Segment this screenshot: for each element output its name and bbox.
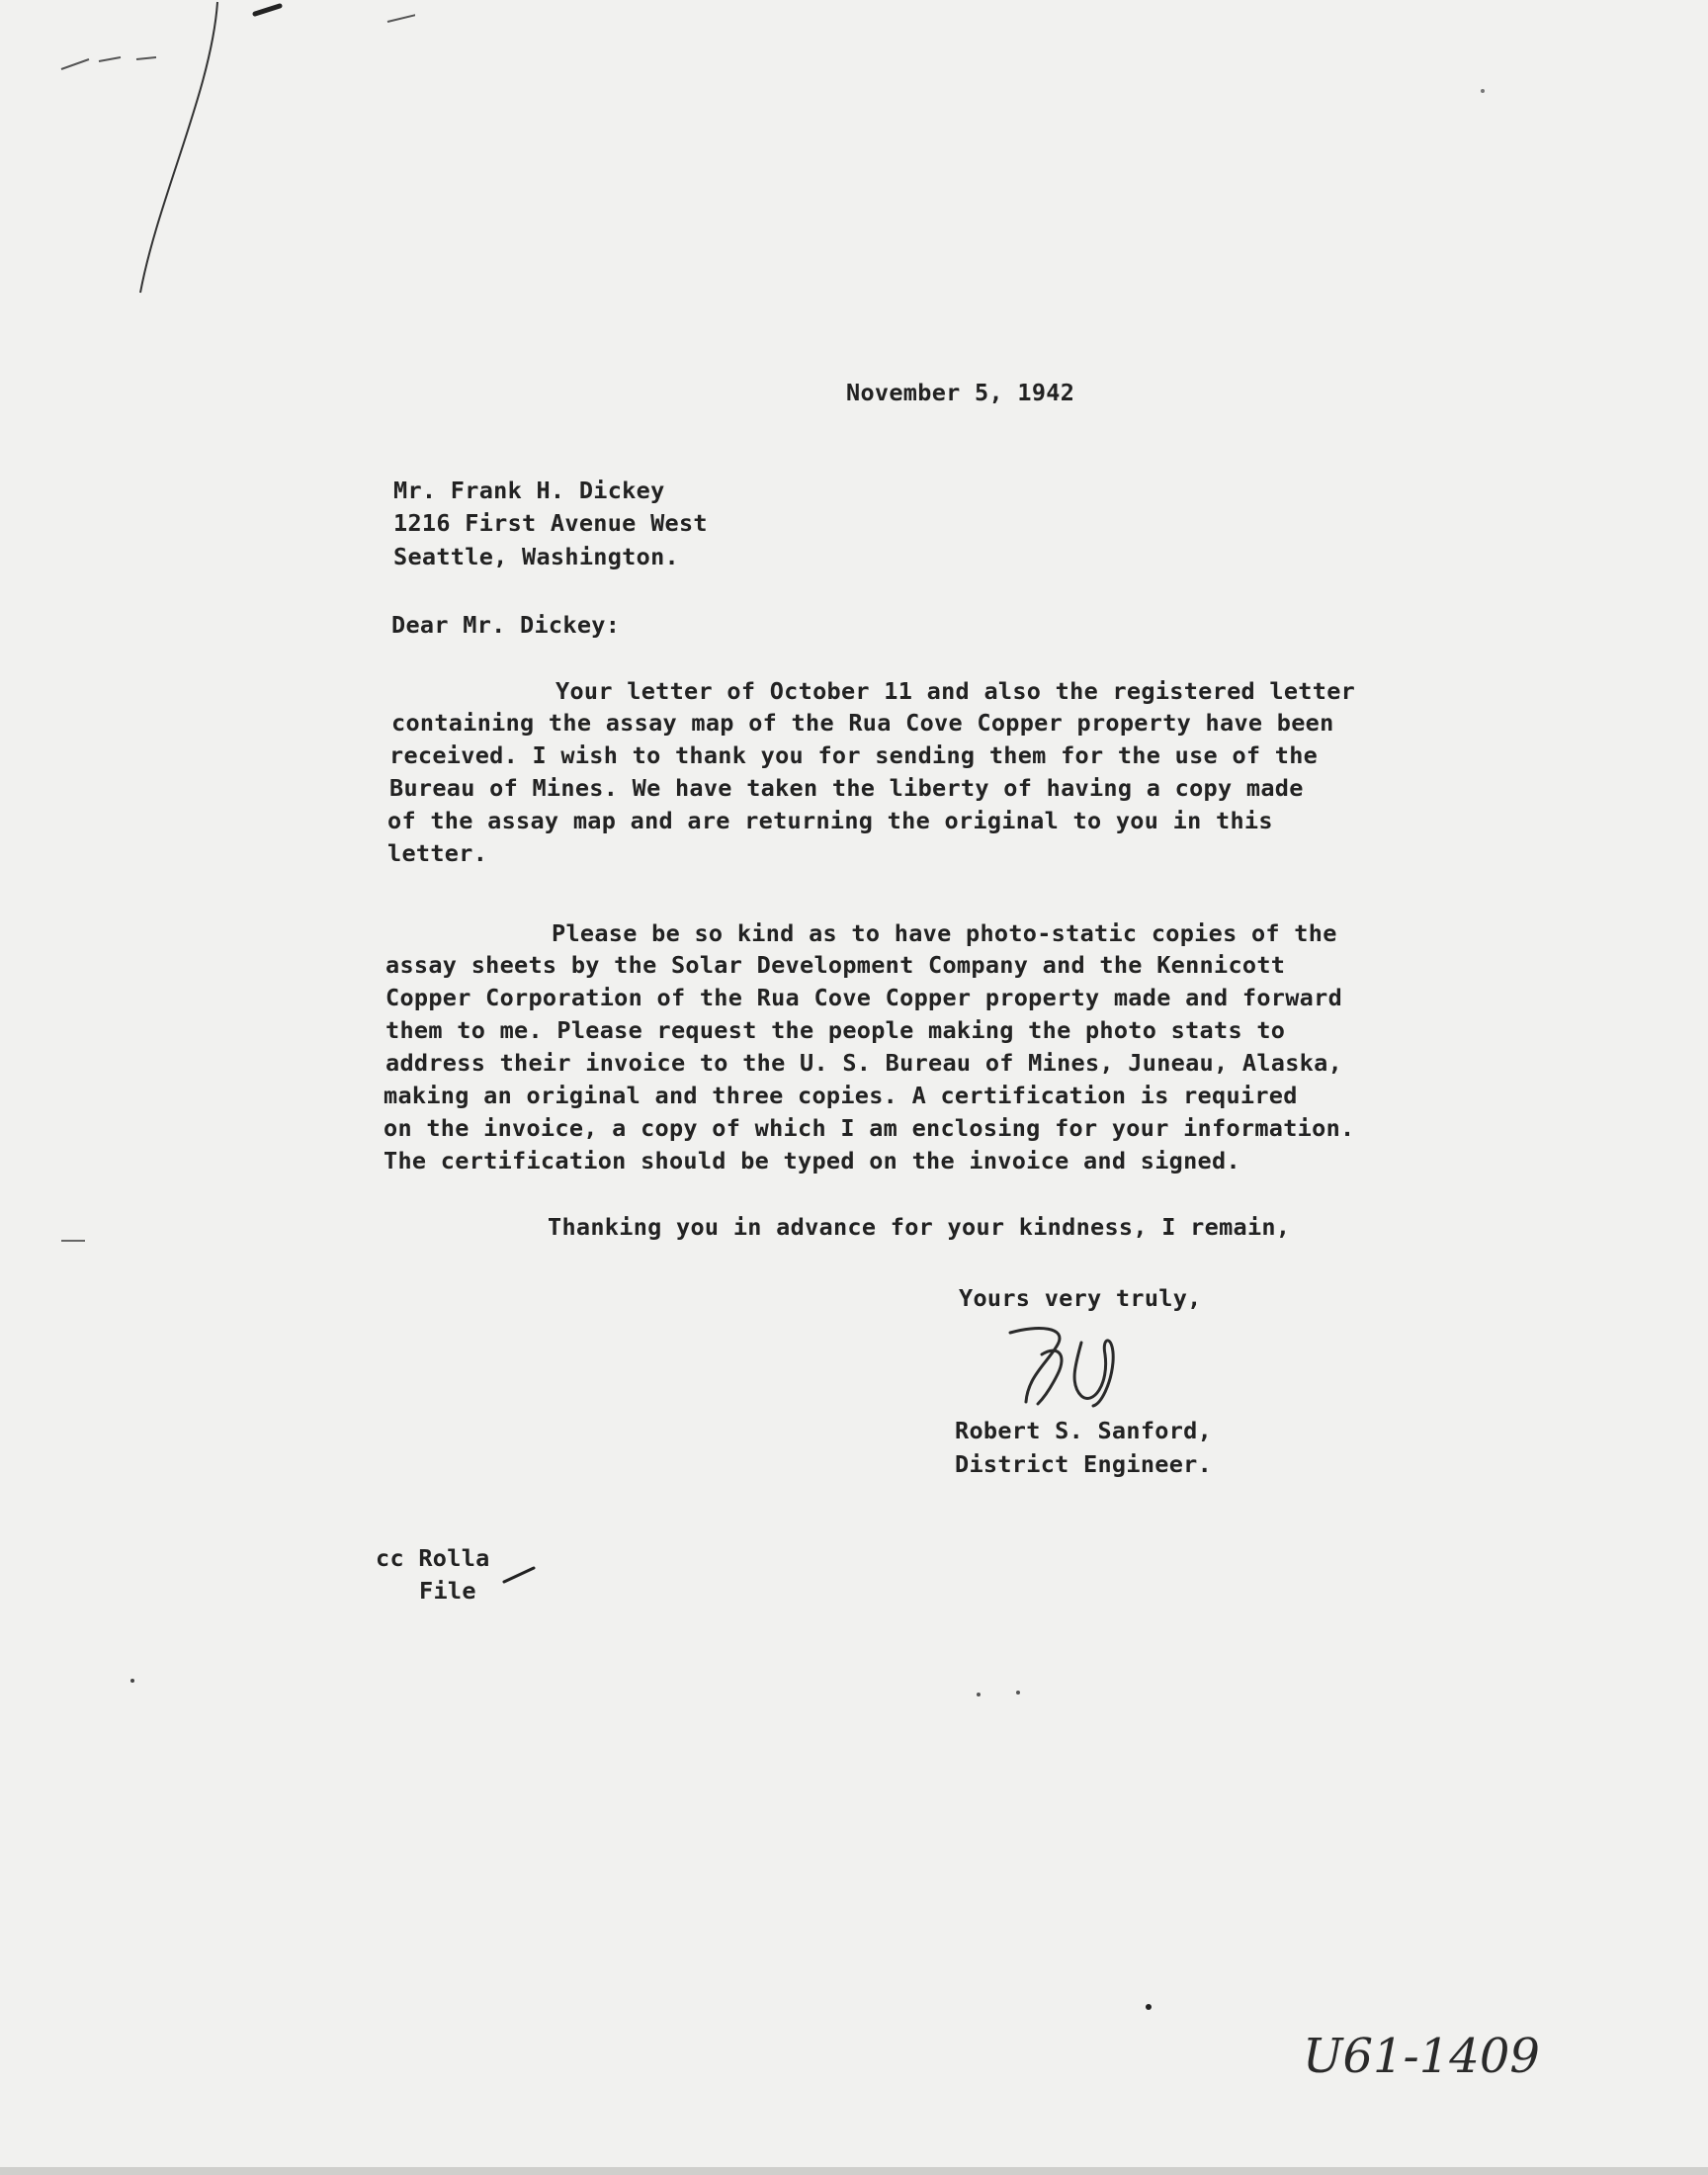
paragraph2-line: address their invoice to the U. S. Bureau of Mines, Juneau, Alaska,: [385, 1049, 1343, 1077]
paragraph2-line: on the invoice, a copy of which I am enclosing for your information.: [384, 1114, 1355, 1142]
paragraph2-line: Please be so kind as to have photo-static copies of the: [552, 919, 1337, 947]
paragraph2-line: them to me. Please request the people making the photo stats to: [385, 1016, 1286, 1044]
salutation: Dear Mr. Dickey:: [391, 611, 621, 639]
cc-line-rolla: cc Rolla: [376, 1544, 490, 1572]
paragraph2-line: making an original and three copies. A certification is required: [384, 1082, 1298, 1109]
paragraph2-line: The certification should be typed on the invoice and signed.: [384, 1147, 1240, 1174]
address-line-street: 1216 First Avenue West: [393, 509, 708, 537]
paragraph3: Thanking you in advance for your kindness, I remain,: [548, 1213, 1291, 1241]
paragraph2-line: assay sheets by the Solar Development Company and the Kennicott: [385, 951, 1286, 979]
signer-title: District Engineer.: [955, 1450, 1213, 1478]
paragraph1-line: letter.: [387, 839, 488, 867]
handwritten-file-number: U61-1409: [1303, 2029, 1540, 2084]
scan-bottom-edge: [0, 2167, 1708, 2175]
paragraph1-line: Your letter of October 11 and also the registered letter: [555, 677, 1356, 705]
paragraph1-line: of the assay map and are returning the original to you in this: [387, 807, 1273, 834]
paragraph2-line: Copper Corporation of the Rua Cove Copper property made and forward: [385, 984, 1343, 1011]
paragraph1-line: containing the assay map of the Rua Cove Copper property have been: [391, 709, 1334, 737]
paragraph1-line: received. I wish to thank you for sending them for the use of the: [389, 741, 1319, 769]
paragraph1-line: Bureau of Mines. We have taken the liberty of having a copy made: [389, 774, 1304, 802]
complimentary-closing: Yours very truly,: [959, 1284, 1202, 1312]
cc-line-file: File: [419, 1577, 476, 1605]
address-line-city: Seattle, Washington.: [393, 543, 679, 570]
address-line-name: Mr. Frank H. Dickey: [393, 477, 665, 504]
letter-date: November 5, 1942: [846, 379, 1075, 406]
signer-name: Robert S. Sanford,: [955, 1417, 1213, 1444]
